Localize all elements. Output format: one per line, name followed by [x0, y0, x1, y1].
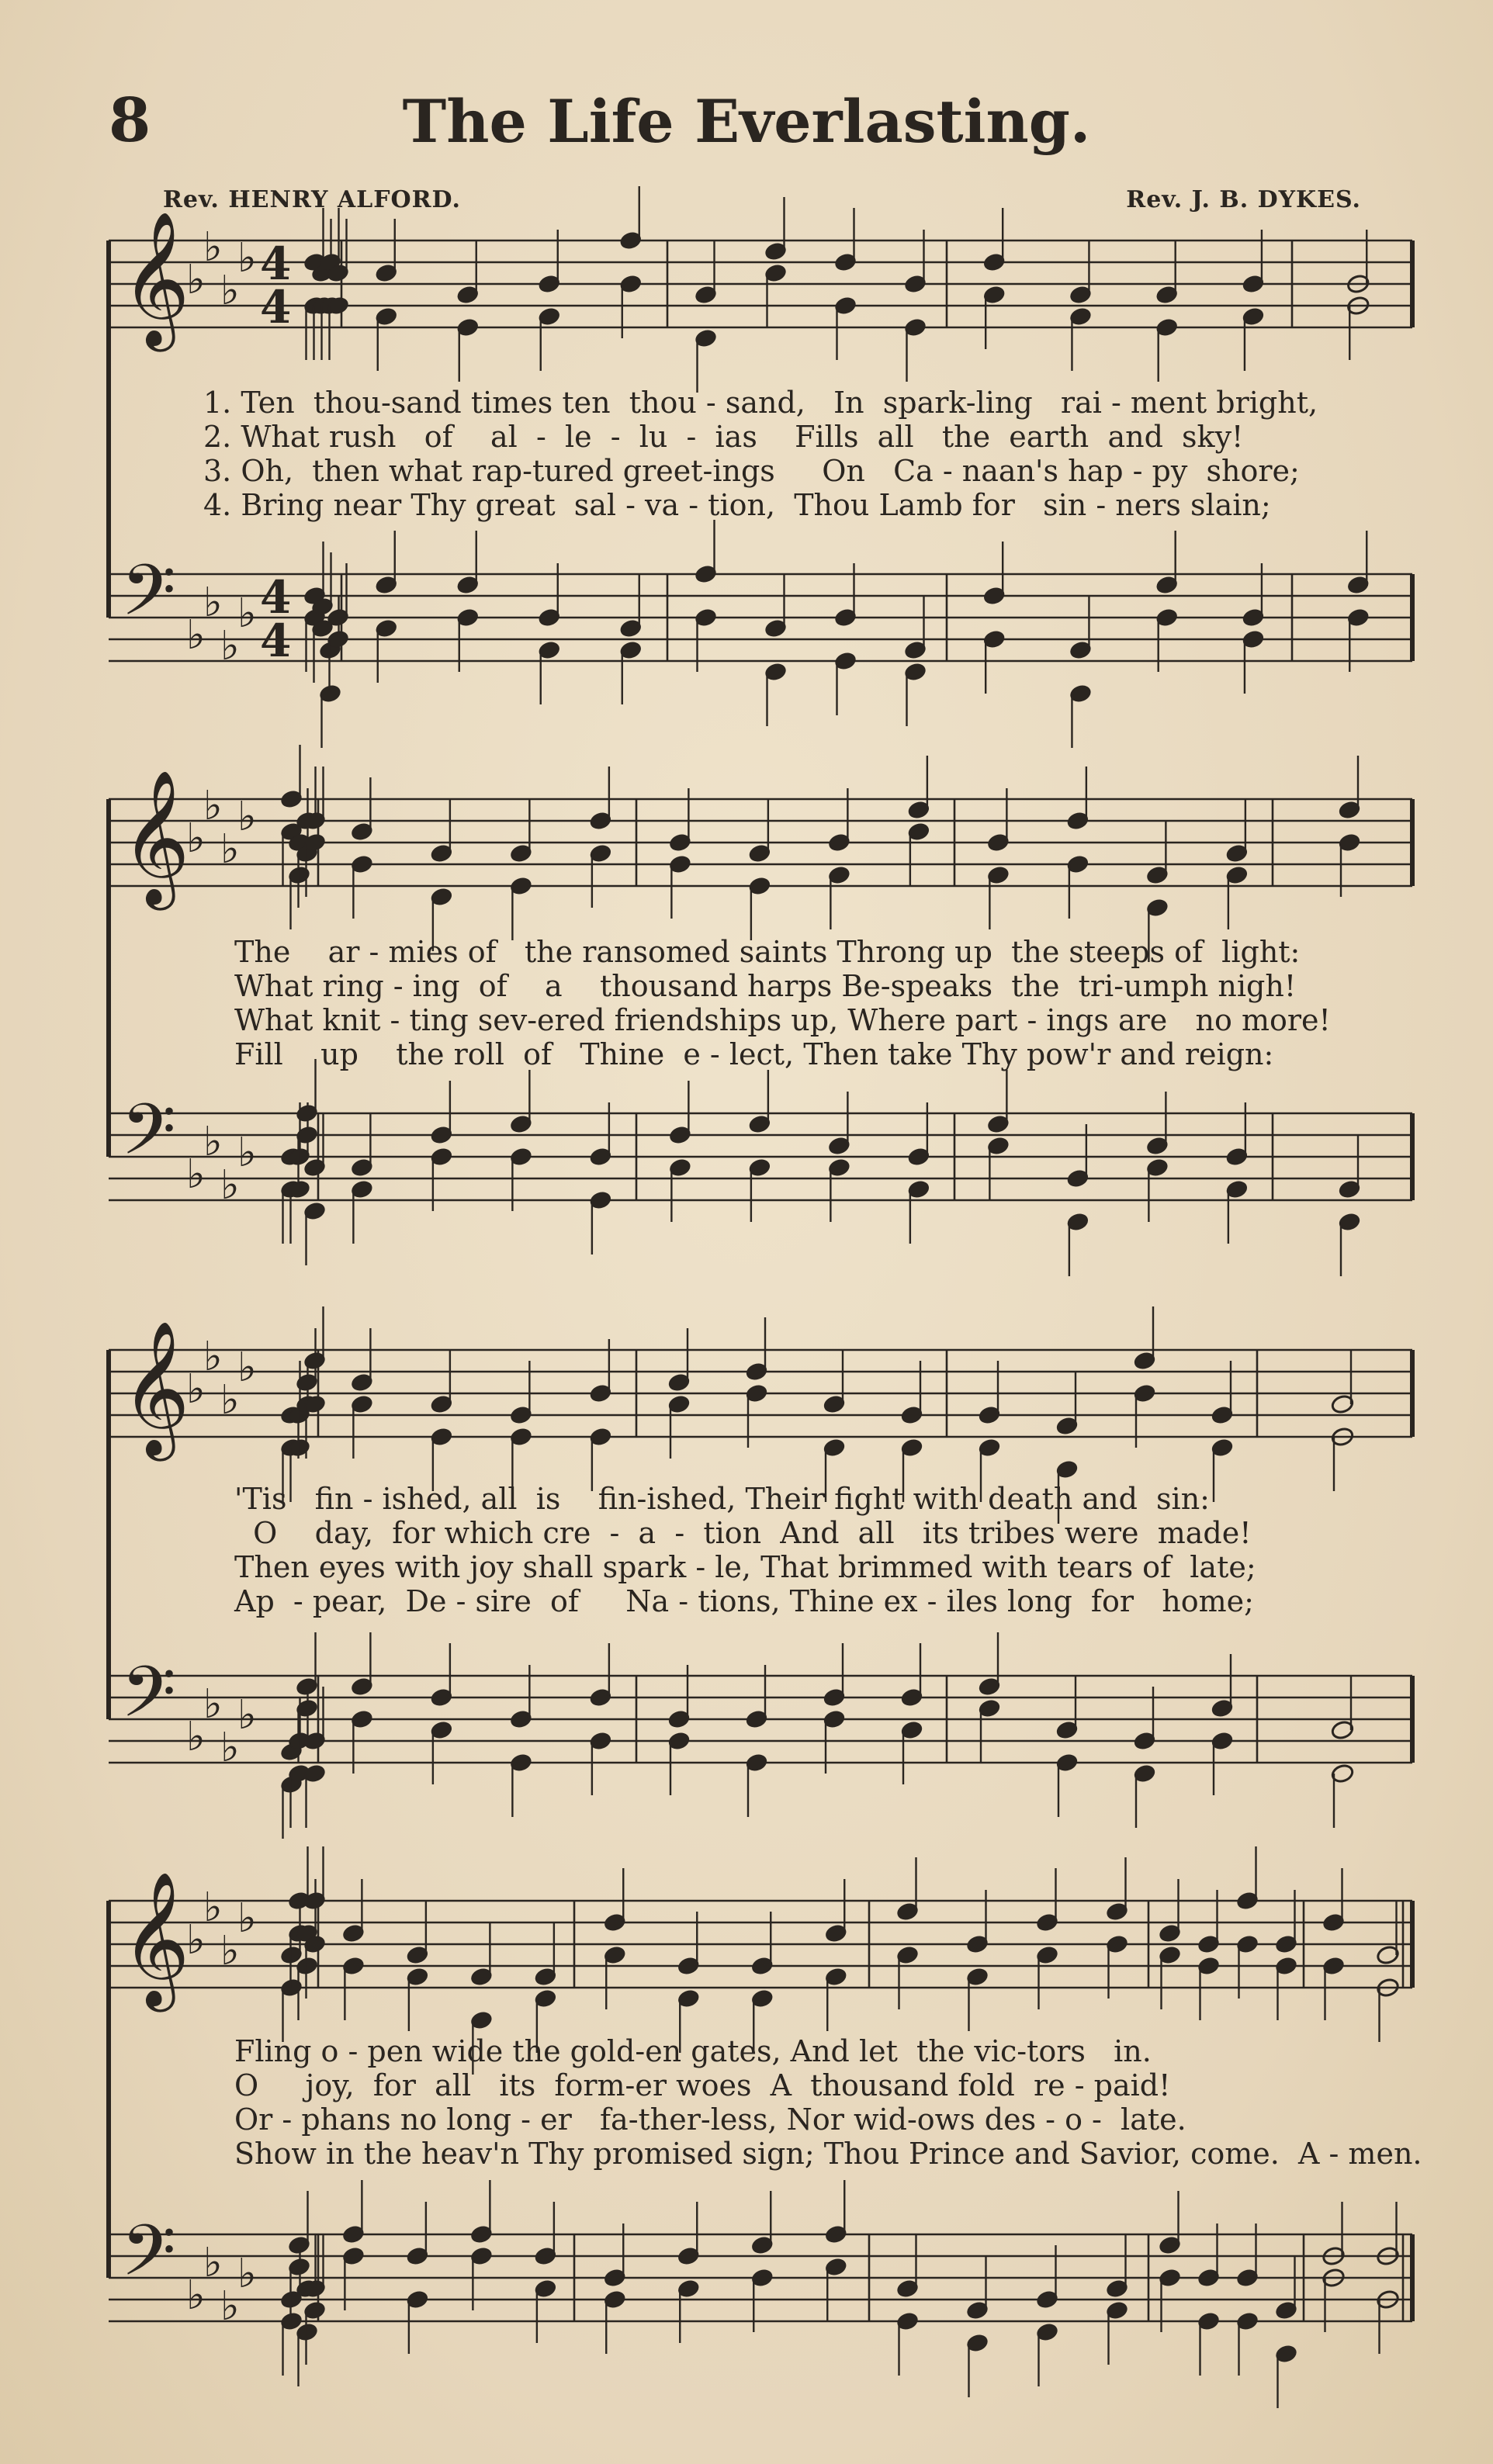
flat-icon: ♭	[186, 2272, 206, 2319]
flat-icon: ♭	[220, 623, 240, 670]
bass-clef-icon: 𝄢	[121, 1651, 176, 1750]
composer-credit: Rev. J. B. DYKES.	[1126, 186, 1361, 213]
flat-icon: ♭	[220, 1725, 240, 1771]
flat-icon: ♭	[237, 235, 257, 282]
flat-icon: ♭	[203, 580, 223, 626]
flat-icon: ♭	[237, 2251, 257, 2297]
bass-clef-icon: 𝄢	[121, 549, 176, 649]
lyric-line: Fling o - pen wide the gold-en gates, And let the vic-tors in.	[234, 2034, 1152, 2068]
flat-icon: ♭	[237, 1130, 257, 1176]
lyrics-block-2	[234, 935, 1493, 1071]
flat-icon: ♭	[186, 1366, 206, 1413]
lyric-line: What knit - ting sev-ered friendships up, Where part - ings are no more!	[234, 1003, 1331, 1037]
bass-staff	[109, 1059, 1412, 1276]
flat-icon: ♭	[186, 1714, 206, 1760]
flat-icon: ♭	[203, 783, 223, 829]
lyric-line: What ring - ing of a thousand harps Be-speaks the tri-umph nigh!	[234, 969, 1297, 1003]
treble-clef-icon: 𝄞	[121, 1320, 190, 1455]
lyrics-block-1	[203, 386, 1493, 522]
time-signature-digit: 4	[260, 614, 292, 667]
lyric-line: 'Tis fin - ished, all is fin-ished, Their fight with death and sin:	[234, 1482, 1210, 1516]
flat-icon: ♭	[220, 826, 240, 873]
lyric-line: Fill up the roll of Thine e - lect, Then take Thy pow'r and reign:	[234, 1037, 1274, 1071]
flat-icon: ♭	[220, 268, 240, 314]
flat-icon: ♭	[186, 257, 206, 303]
bass-clef-icon: 𝄢	[121, 2210, 176, 2309]
flat-icon: ♭	[237, 1692, 257, 1739]
flat-icon: ♭	[203, 1681, 223, 1728]
hymn-title: The Life Everlasting.	[402, 87, 1091, 156]
flat-icon: ♭	[220, 1377, 240, 1424]
flat-icon: ♭	[203, 1119, 223, 1165]
flat-icon: ♭	[203, 2240, 223, 2286]
lyrics-block-4	[234, 2034, 1493, 2171]
time-signature-digit: 4	[260, 281, 292, 334]
lyric-line: Ap - pear, De - sire of Na - tions, Thine ex - iles long for home;	[234, 1584, 1254, 1618]
lyric-line: The ar - mies of the ransomed saints Throng up the steeps of light:	[234, 935, 1301, 969]
lyric-line: Then eyes with joy shall spark - le, That brimmed with tears of late;	[234, 1550, 1256, 1584]
flat-icon: ♭	[237, 794, 257, 840]
page-number: 8	[109, 85, 151, 156]
time-signature-digit: 4	[260, 571, 292, 624]
flat-icon: ♭	[186, 1151, 206, 1198]
flat-icon: ♭	[186, 1917, 206, 1964]
lyric-line: 3. Oh, then what rap-tured greet-ings On Ca - naan's hap - py shore;	[203, 454, 1300, 488]
treble-clef-icon: 𝄞	[121, 770, 190, 905]
lyric-line: O day, for which cre - a - tion And all its tribes were made!	[234, 1516, 1252, 1550]
flat-icon: ♭	[220, 1162, 240, 1209]
flat-icon: ♭	[203, 1334, 223, 1380]
flat-icon: ♭	[186, 612, 206, 659]
lyricist-credit: Rev. HENRY ALFORD.	[163, 186, 461, 213]
flat-icon: ♭	[203, 224, 223, 271]
flat-icon: ♭	[237, 590, 257, 637]
treble-clef-icon: 𝄞	[121, 211, 190, 346]
flat-icon: ♭	[237, 1344, 257, 1391]
flat-icon: ♭	[237, 1895, 257, 1942]
lyric-line: 2. What rush of al - le - lu - ias Fills all the earth and sky!	[203, 420, 1244, 454]
lyric-line: Show in the heav'n Thy promised sign; Thou Prince and Savior, come. A - men.	[234, 2137, 1422, 2171]
lyric-line: 1. Ten thou-sand times ten thou - sand, In spark-ling rai - ment bright,	[203, 386, 1318, 420]
lyrics-block-3	[234, 1482, 1493, 1618]
flat-icon: ♭	[220, 2283, 240, 2330]
lyric-line: O joy, for all its form-er woes A thousand fold re - paid!	[234, 2068, 1171, 2102]
flat-icon: ♭	[203, 1884, 223, 1931]
treble-clef-icon: 𝄞	[121, 1871, 190, 2006]
flat-icon: ♭	[220, 1928, 240, 1974]
lyric-line: 4. Bring near Thy great sal - va - tion, Thou Lamb for sin - ners slain;	[203, 488, 1271, 522]
lyric-line: Or - phans no long - er fa-ther-less, Nor wid-ows des - o - late.	[234, 2102, 1186, 2137]
bass-staff	[109, 1632, 1412, 1839]
time-signature-digit: 4	[260, 237, 292, 290]
bass-clef-icon: 𝄢	[121, 1088, 176, 1188]
flat-icon: ♭	[186, 815, 206, 862]
